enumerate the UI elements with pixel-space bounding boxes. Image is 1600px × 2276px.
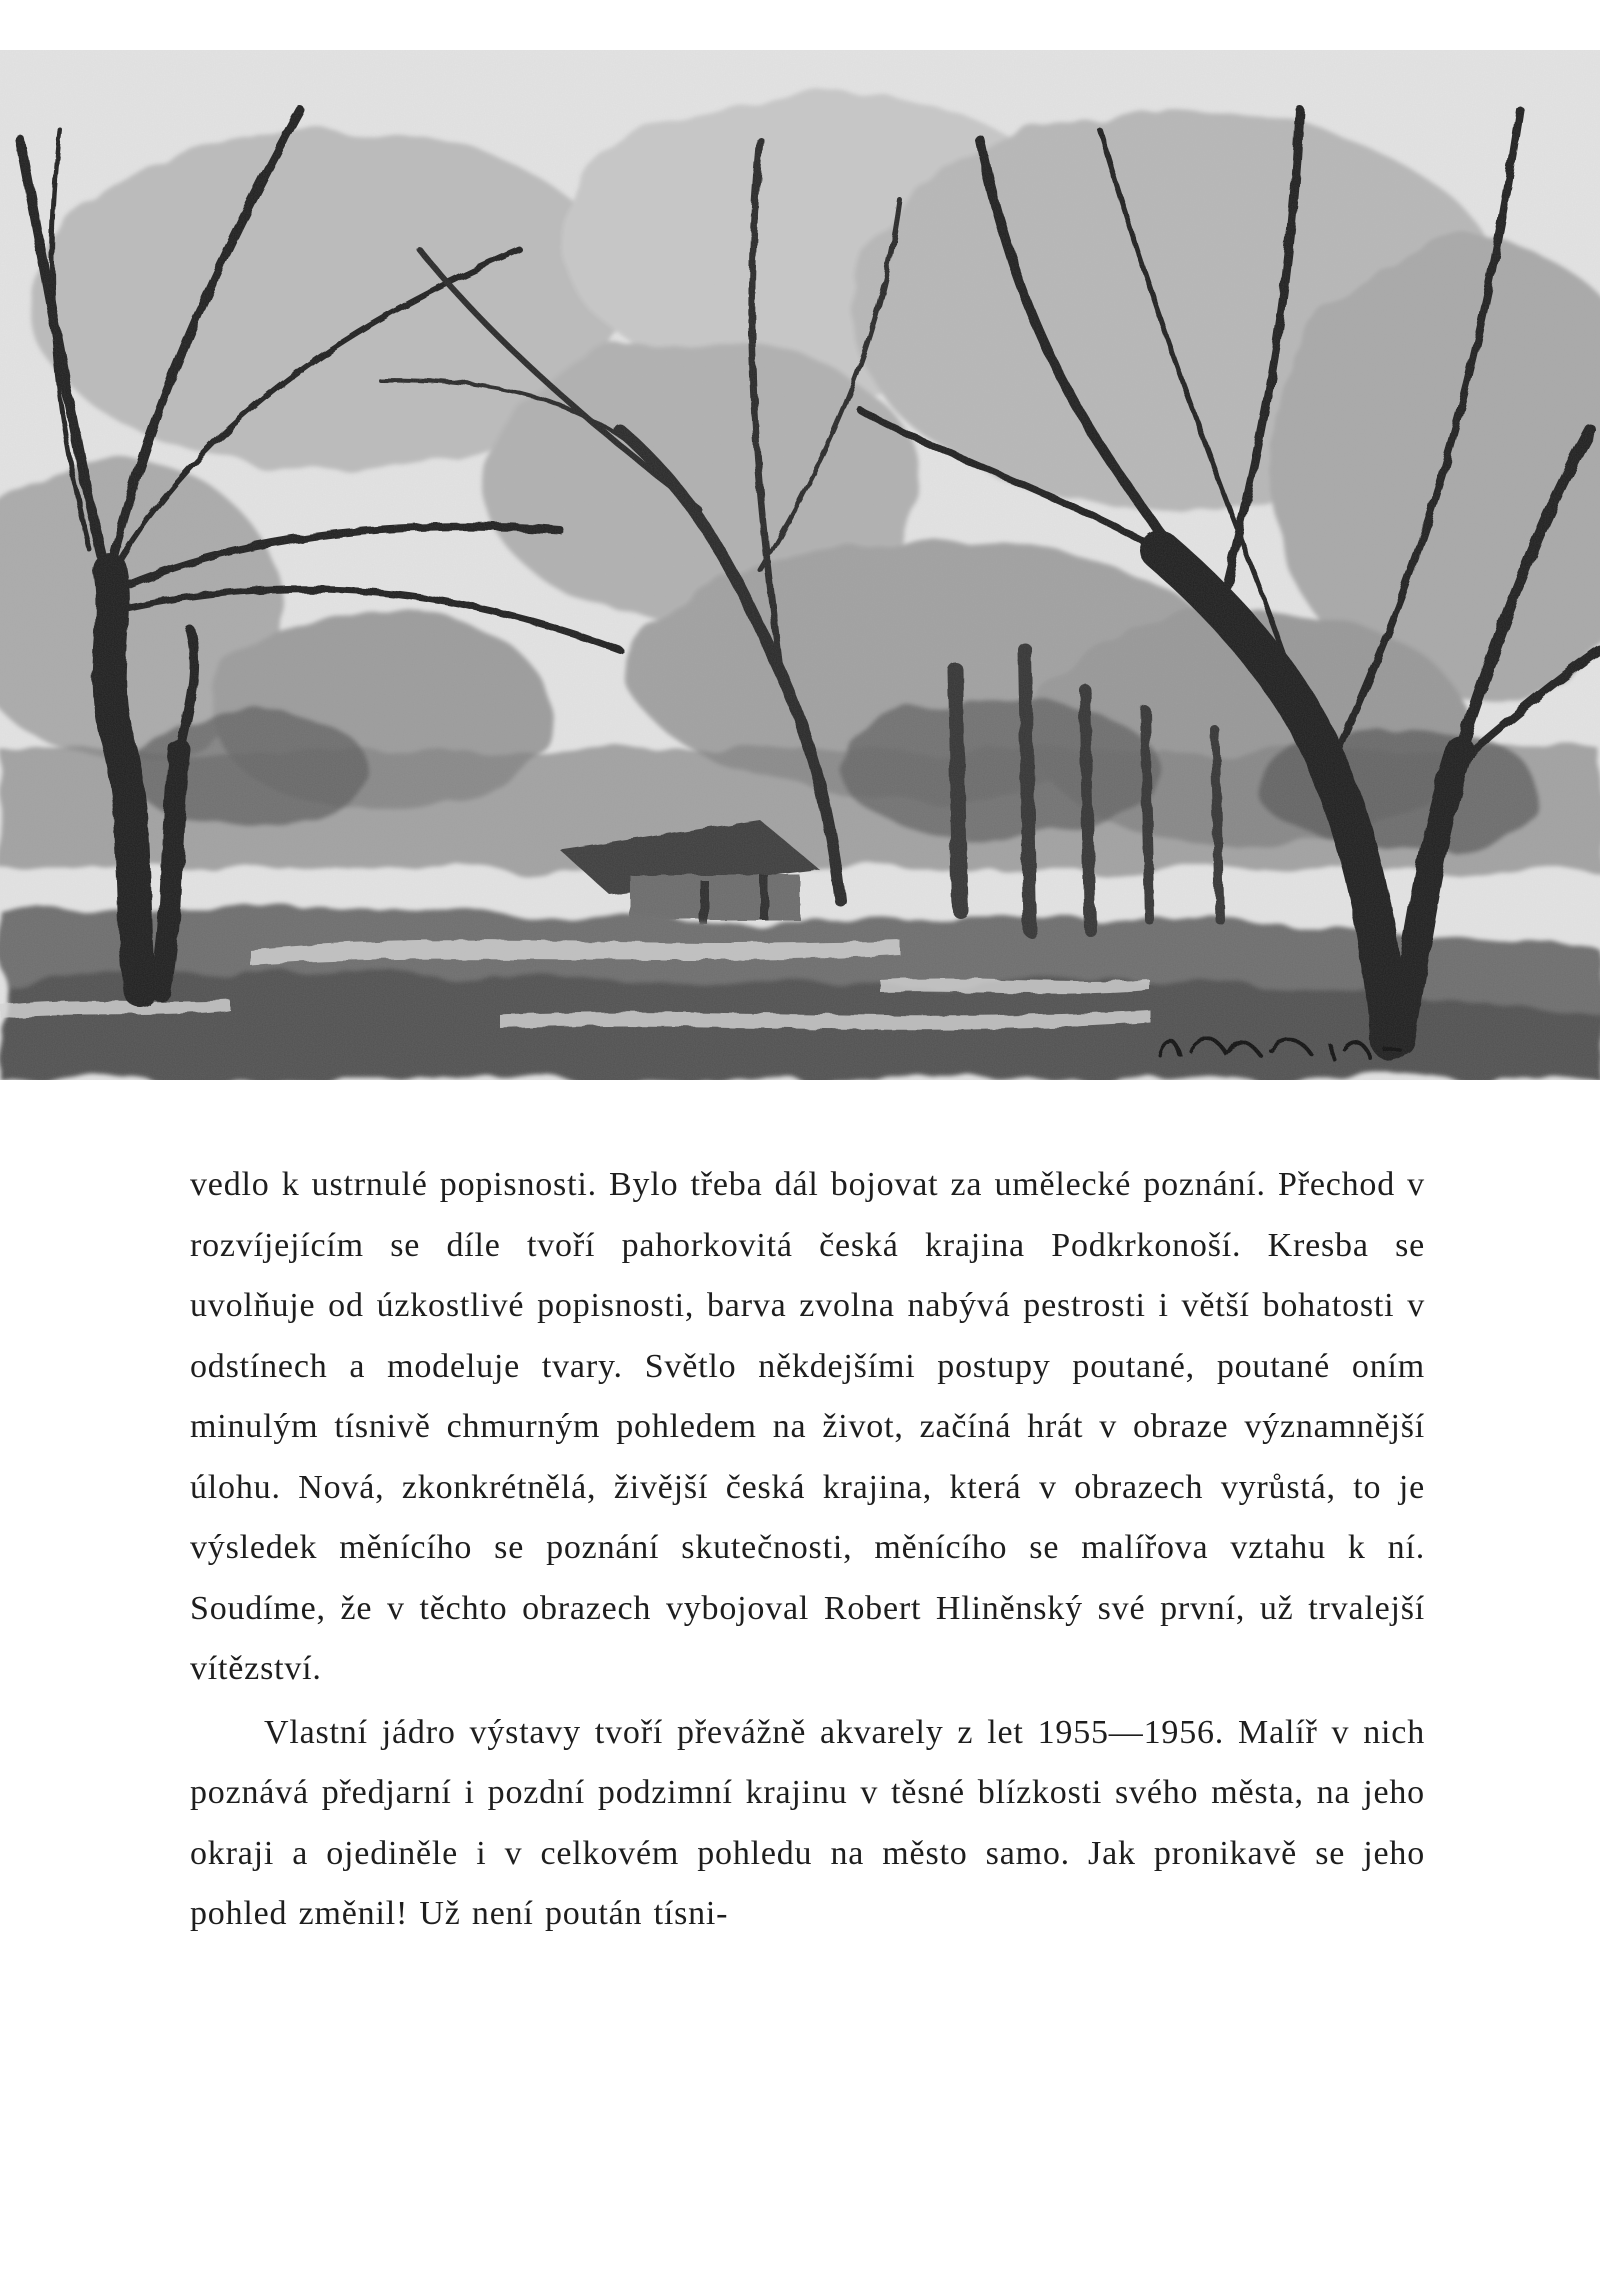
paragraph-2: Vlastní jádro výstavy tvoří převážně akvarely z let 1955—1956. Malíř v nich poznává předjarní i pozdní podzimní krajinu v těsné blízkosti svého města, na jeho okraji a ojediněle i v celkovém pohledu na město samo. Jak pronikavě se jeho pohled změnil! Už není poután tísni- — [190, 1713, 1425, 1932]
paragraph-1: vedlo k ustrnulé popisnosti. Bylo třeba dál bojovat za umělecké poznání. Přechod v rozvíjejícím se díle tvoří pahorkovitá česká krajina Podkrkonoší. Kresba se uvolňuje od úzkostlivé popisnosti, barva zvolna nabývá pestrosti i větší bohatosti v odstínech a modeluje tvary. Světlo někdejšími postupy poutané, poutané oním minulým tísnivě chmurným pohledem na život, začíná hrát v obraze významnější úlohu. Nová, zkonkrétnělá, živější česká krajina, která v obrazech vyrůstá, to je výsledek měnícího se poznání skutečnosti, měnícího se malířova vztahu k ní. Soudíme, že v těchto obrazech vybojoval Robert Hliněnský své první, už trvalejší vítězství. — [190, 1166, 1425, 1687]
landscape-painting — [0, 50, 1600, 1080]
watercolor-landscape-illustration — [0, 50, 1600, 1080]
body-text — [190, 1155, 1425, 1945]
page-top-margin — [0, 0, 1600, 50]
paper-grain — [0, 50, 1600, 1080]
